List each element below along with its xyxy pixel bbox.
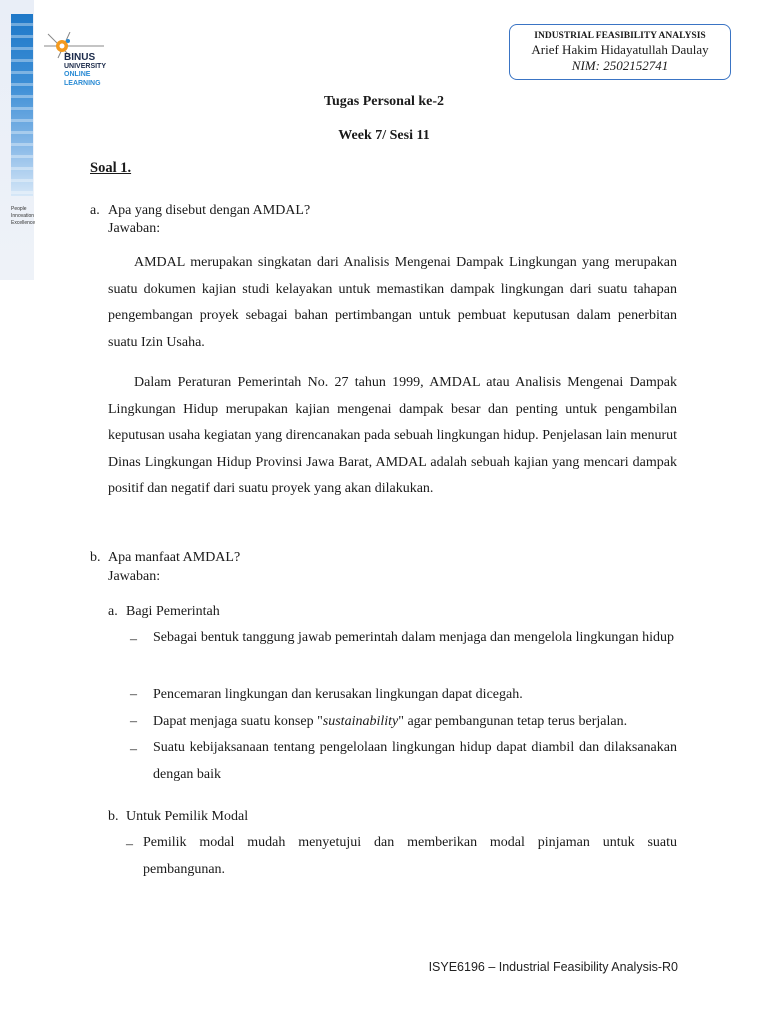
list-heading: Bagi Pemerintah [126, 604, 220, 619]
bullet-dash: – [130, 632, 137, 647]
answer-label: Jawaban: [108, 221, 161, 236]
bullet-item: Sebagai bentuk tanggung jawab pemerintah dalam menjaga dan mengelola lingkungan hidup [153, 630, 674, 645]
document-title: Tugas Personal ke-2 [323, 94, 445, 109]
list-heading: Untuk Pemilik Modal [126, 809, 249, 824]
page-footer: ISYE6196 – Industrial Feasibility Analysis-R0 [428, 960, 678, 974]
question-text: Apa yang disebut dengan AMDAL? [108, 203, 311, 218]
question-text: Apa manfaat AMDAL? [108, 550, 241, 565]
tagline-word: Excellence [11, 220, 36, 226]
answer-paragraph: AMDAL merupakan singkatan dari Analisis Mengenai Dampak Lingkungan yang merupakan suatu dokumen kajian studi kelayakan untuk memastikan dampak lingkungan dari suatu tahapan pengembangan proyek sebagai bahan pertimbangan untuk pembuat keputusan dalam penerbitan suatu Izin Usaha. [108, 255, 677, 350]
student-info-box [509, 24, 731, 80]
bullet-item: Suatu kebijaksanaan tentang pengelolaan lingkungan hidup dapat diambil dan dilaksanakan dengan baik [153, 740, 677, 782]
bullet-item: Pemilik modal mudah menyetujui dan memberikan modal pinjaman untuk suatu pembangunan. [143, 835, 677, 877]
bullet-text-part: Dapat menjaga suatu konsep " [153, 714, 323, 729]
tagline-word: People [11, 206, 27, 212]
brand-tagline [11, 206, 51, 227]
bullet-dash: – [130, 742, 137, 757]
document-subtitle: Week 7/ Sesi 11 [338, 128, 430, 143]
list-marker: b. [108, 809, 119, 824]
question-marker: a. [90, 203, 100, 218]
logo-line: BINUS [64, 52, 96, 63]
student-nim: NIM: 2502152741 [571, 58, 669, 73]
question-marker: b. [90, 550, 101, 565]
bullet-item [153, 713, 627, 730]
student-name: Arief Hakim Hidayatullah Daulay [531, 42, 709, 57]
section-heading: Soal 1. [90, 160, 132, 176]
logo-line: LEARNING [64, 79, 101, 87]
binus-logo [44, 32, 124, 94]
answer-label: Jawaban: [108, 569, 161, 584]
bullet-dash: – [126, 837, 133, 852]
course-title: INDUSTRIAL FEASIBILITY ANALYSIS [534, 31, 706, 41]
emphasis-term: sustainability [322, 714, 399, 729]
logo-line: UNIVERSITY [64, 62, 107, 70]
logo-line: ONLINE [64, 71, 91, 78]
answer-paragraph: Dalam Peraturan Pemerintah No. 27 tahun 1999, AMDAL atau Analisis Mengenai Dampak Lingkungan Hidup merupakan kajian mengenai dampak besar dan penting untuk pengambilan keputusan usaha kegiatan yang direncanakan pada sebuah lingkungan hidup. Penjelasan lain menurut Dinas Lingkungan Hidup Provinsi Jawa Barat, AMDAL adalah sebuah kajian yang mencari dampak positif dan negatif dari suatu proyek yang akan dilakukan. [108, 375, 677, 497]
bullet-text-part: " agar pembangunan tetap terus berjalan. [398, 714, 628, 729]
bullet-dash: – [130, 687, 137, 702]
bullet-item: Pencemaran lingkungan dan kerusakan lingkungan dapat dicegah. [153, 687, 523, 702]
list-marker: a. [108, 604, 118, 619]
tagline-word: Innovation [11, 213, 35, 219]
logo-wordmark [64, 54, 106, 88]
bullet-dash: – [130, 714, 137, 729]
